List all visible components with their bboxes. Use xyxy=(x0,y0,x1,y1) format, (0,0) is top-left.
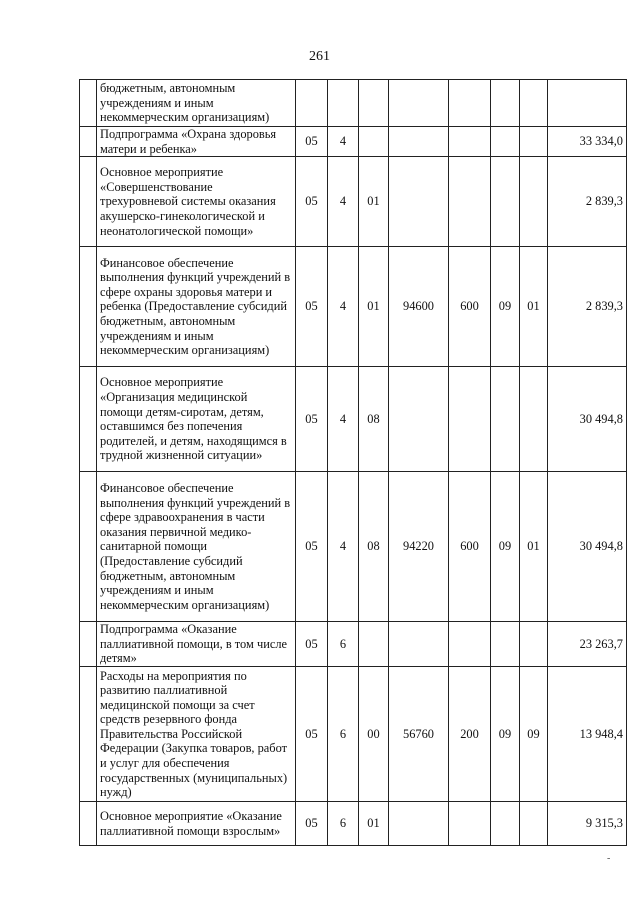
row-index-cell xyxy=(80,157,97,247)
direction-code-cell xyxy=(389,802,449,846)
program-code-cell: 05 xyxy=(296,367,328,472)
direction-code-cell: 56760 xyxy=(389,667,449,802)
page-edge-mark: - xyxy=(607,853,611,864)
subprogram-code-cell: 6 xyxy=(328,802,359,846)
section-code-cell xyxy=(491,367,520,472)
subsection-code-cell xyxy=(520,367,548,472)
amount-cell: 30 494,8 xyxy=(548,472,627,622)
table-row xyxy=(80,472,627,622)
activity-code-cell: 01 xyxy=(359,802,389,846)
table-row xyxy=(80,80,627,127)
amount-cell: 30 494,8 xyxy=(548,367,627,472)
item-name-cell: Финансовое обеспечение выполнения функций учреждений в сфере здравоохранения в части оказания первичной медико-санитарной помощи (Предоставление субсидий бюджетным, автономным учреждениям и иным некоммерческим организациям) xyxy=(97,472,296,622)
program-code-cell: 05 xyxy=(296,802,328,846)
program-code-cell: 05 xyxy=(296,127,328,157)
table-row xyxy=(80,247,627,367)
direction-code-cell: 94220 xyxy=(389,472,449,622)
activity-code-cell: 08 xyxy=(359,367,389,472)
expense-type-cell xyxy=(449,127,491,157)
subsection-code-cell xyxy=(520,80,548,127)
item-name-cell: Основное мероприятие «Оказание паллиативной помощи взрослым» xyxy=(97,802,296,846)
activity-code-cell xyxy=(359,622,389,667)
direction-code-cell xyxy=(389,127,449,157)
subsection-code-cell xyxy=(520,622,548,667)
table-row xyxy=(80,667,627,802)
activity-code-cell xyxy=(359,80,389,127)
subsection-code-cell xyxy=(520,127,548,157)
table-row xyxy=(80,802,627,846)
direction-code-cell xyxy=(389,80,449,127)
row-index-cell xyxy=(80,367,97,472)
direction-code-cell xyxy=(389,622,449,667)
expense-type-cell xyxy=(449,157,491,247)
activity-code-cell: 01 xyxy=(359,247,389,367)
direction-code-cell xyxy=(389,367,449,472)
program-code-cell: 05 xyxy=(296,472,328,622)
subprogram-code-cell: 4 xyxy=(328,472,359,622)
row-index-cell xyxy=(80,802,97,846)
section-code-cell: 09 xyxy=(491,247,520,367)
item-name-cell: Основное мероприятие «Организация медицинской помощи детям-сиротам, детям, оставшимся без попечения родителей, и детям, находящимся в трудной жизненной ситуации» xyxy=(97,367,296,472)
amount-cell: 33 334,0 xyxy=(548,127,627,157)
page-number: 261 xyxy=(309,49,330,64)
subprogram-code-cell: 4 xyxy=(328,127,359,157)
subprogram-code-cell: 6 xyxy=(328,667,359,802)
activity-code-cell: 00 xyxy=(359,667,389,802)
item-name-cell: Подпрограмма «Оказание паллиативной помощи, в том числе детям» xyxy=(97,622,296,667)
subprogram-code-cell: 4 xyxy=(328,157,359,247)
subsection-code-cell: 09 xyxy=(520,667,548,802)
section-code-cell xyxy=(491,622,520,667)
subsection-code-cell: 01 xyxy=(520,472,548,622)
row-index-cell xyxy=(80,622,97,667)
row-index-cell xyxy=(80,247,97,367)
program-code-cell: 05 xyxy=(296,247,328,367)
section-code-cell xyxy=(491,127,520,157)
amount-cell: 2 839,3 xyxy=(548,157,627,247)
subprogram-code-cell: 6 xyxy=(328,622,359,667)
table-row xyxy=(80,367,627,472)
table-row xyxy=(80,127,627,157)
item-name-cell: бюджетным, автономным учреждениям и иным некоммерческим организациям) xyxy=(97,80,296,127)
direction-code-cell: 94600 xyxy=(389,247,449,367)
table-row xyxy=(80,157,627,247)
expense-type-cell xyxy=(449,622,491,667)
item-name-cell: Основное мероприятие «Совершенствование трехуровневой системы оказания акушерско-гинекологической и неонатологической помощи» xyxy=(97,157,296,247)
expense-type-cell: 600 xyxy=(449,247,491,367)
row-index-cell xyxy=(80,472,97,622)
expense-type-cell xyxy=(449,367,491,472)
activity-code-cell: 01 xyxy=(359,157,389,247)
amount-cell: 23 263,7 xyxy=(548,622,627,667)
item-name-cell: Финансовое обеспечение выполнения функций учреждений в сфере охраны здоровья матери и ребенка (Предоставление субсидий бюджетным, автономным учреждениям и иным некоммерческим организациям) xyxy=(97,247,296,367)
expense-type-cell: 200 xyxy=(449,667,491,802)
section-code-cell: 09 xyxy=(491,472,520,622)
budget-table xyxy=(79,79,627,846)
section-code-cell xyxy=(491,157,520,247)
row-index-cell xyxy=(80,80,97,127)
subsection-code-cell: 01 xyxy=(520,247,548,367)
item-name-cell: Расходы на мероприятия по развитию паллиативной медицинской помощи за счет средств резервного фонда Правительства Российской Федерации (Закупка товаров, работ и услуг для обеспечения государственных (муниципальных) нужд) xyxy=(97,667,296,802)
table-row xyxy=(80,622,627,667)
subprogram-code-cell: 4 xyxy=(328,247,359,367)
subsection-code-cell xyxy=(520,157,548,247)
section-code-cell: 09 xyxy=(491,667,520,802)
activity-code-cell: 08 xyxy=(359,472,389,622)
expense-type-cell xyxy=(449,80,491,127)
program-code-cell xyxy=(296,80,328,127)
subprogram-code-cell: 4 xyxy=(328,367,359,472)
amount-cell: 2 839,3 xyxy=(548,247,627,367)
direction-code-cell xyxy=(389,157,449,247)
section-code-cell xyxy=(491,80,520,127)
subsection-code-cell xyxy=(520,802,548,846)
amount-cell: 13 948,4 xyxy=(548,667,627,802)
amount-cell: 9 315,3 xyxy=(548,802,627,846)
program-code-cell: 05 xyxy=(296,667,328,802)
program-code-cell: 05 xyxy=(296,622,328,667)
item-name-cell: Подпрограмма «Охрана здоровья матери и ребенка» xyxy=(97,127,296,157)
amount-cell xyxy=(548,80,627,127)
expense-type-cell: 600 xyxy=(449,472,491,622)
row-index-cell xyxy=(80,667,97,802)
program-code-cell: 05 xyxy=(296,157,328,247)
subprogram-code-cell xyxy=(328,80,359,127)
expense-type-cell xyxy=(449,802,491,846)
activity-code-cell xyxy=(359,127,389,157)
row-index-cell xyxy=(80,127,97,157)
section-code-cell xyxy=(491,802,520,846)
